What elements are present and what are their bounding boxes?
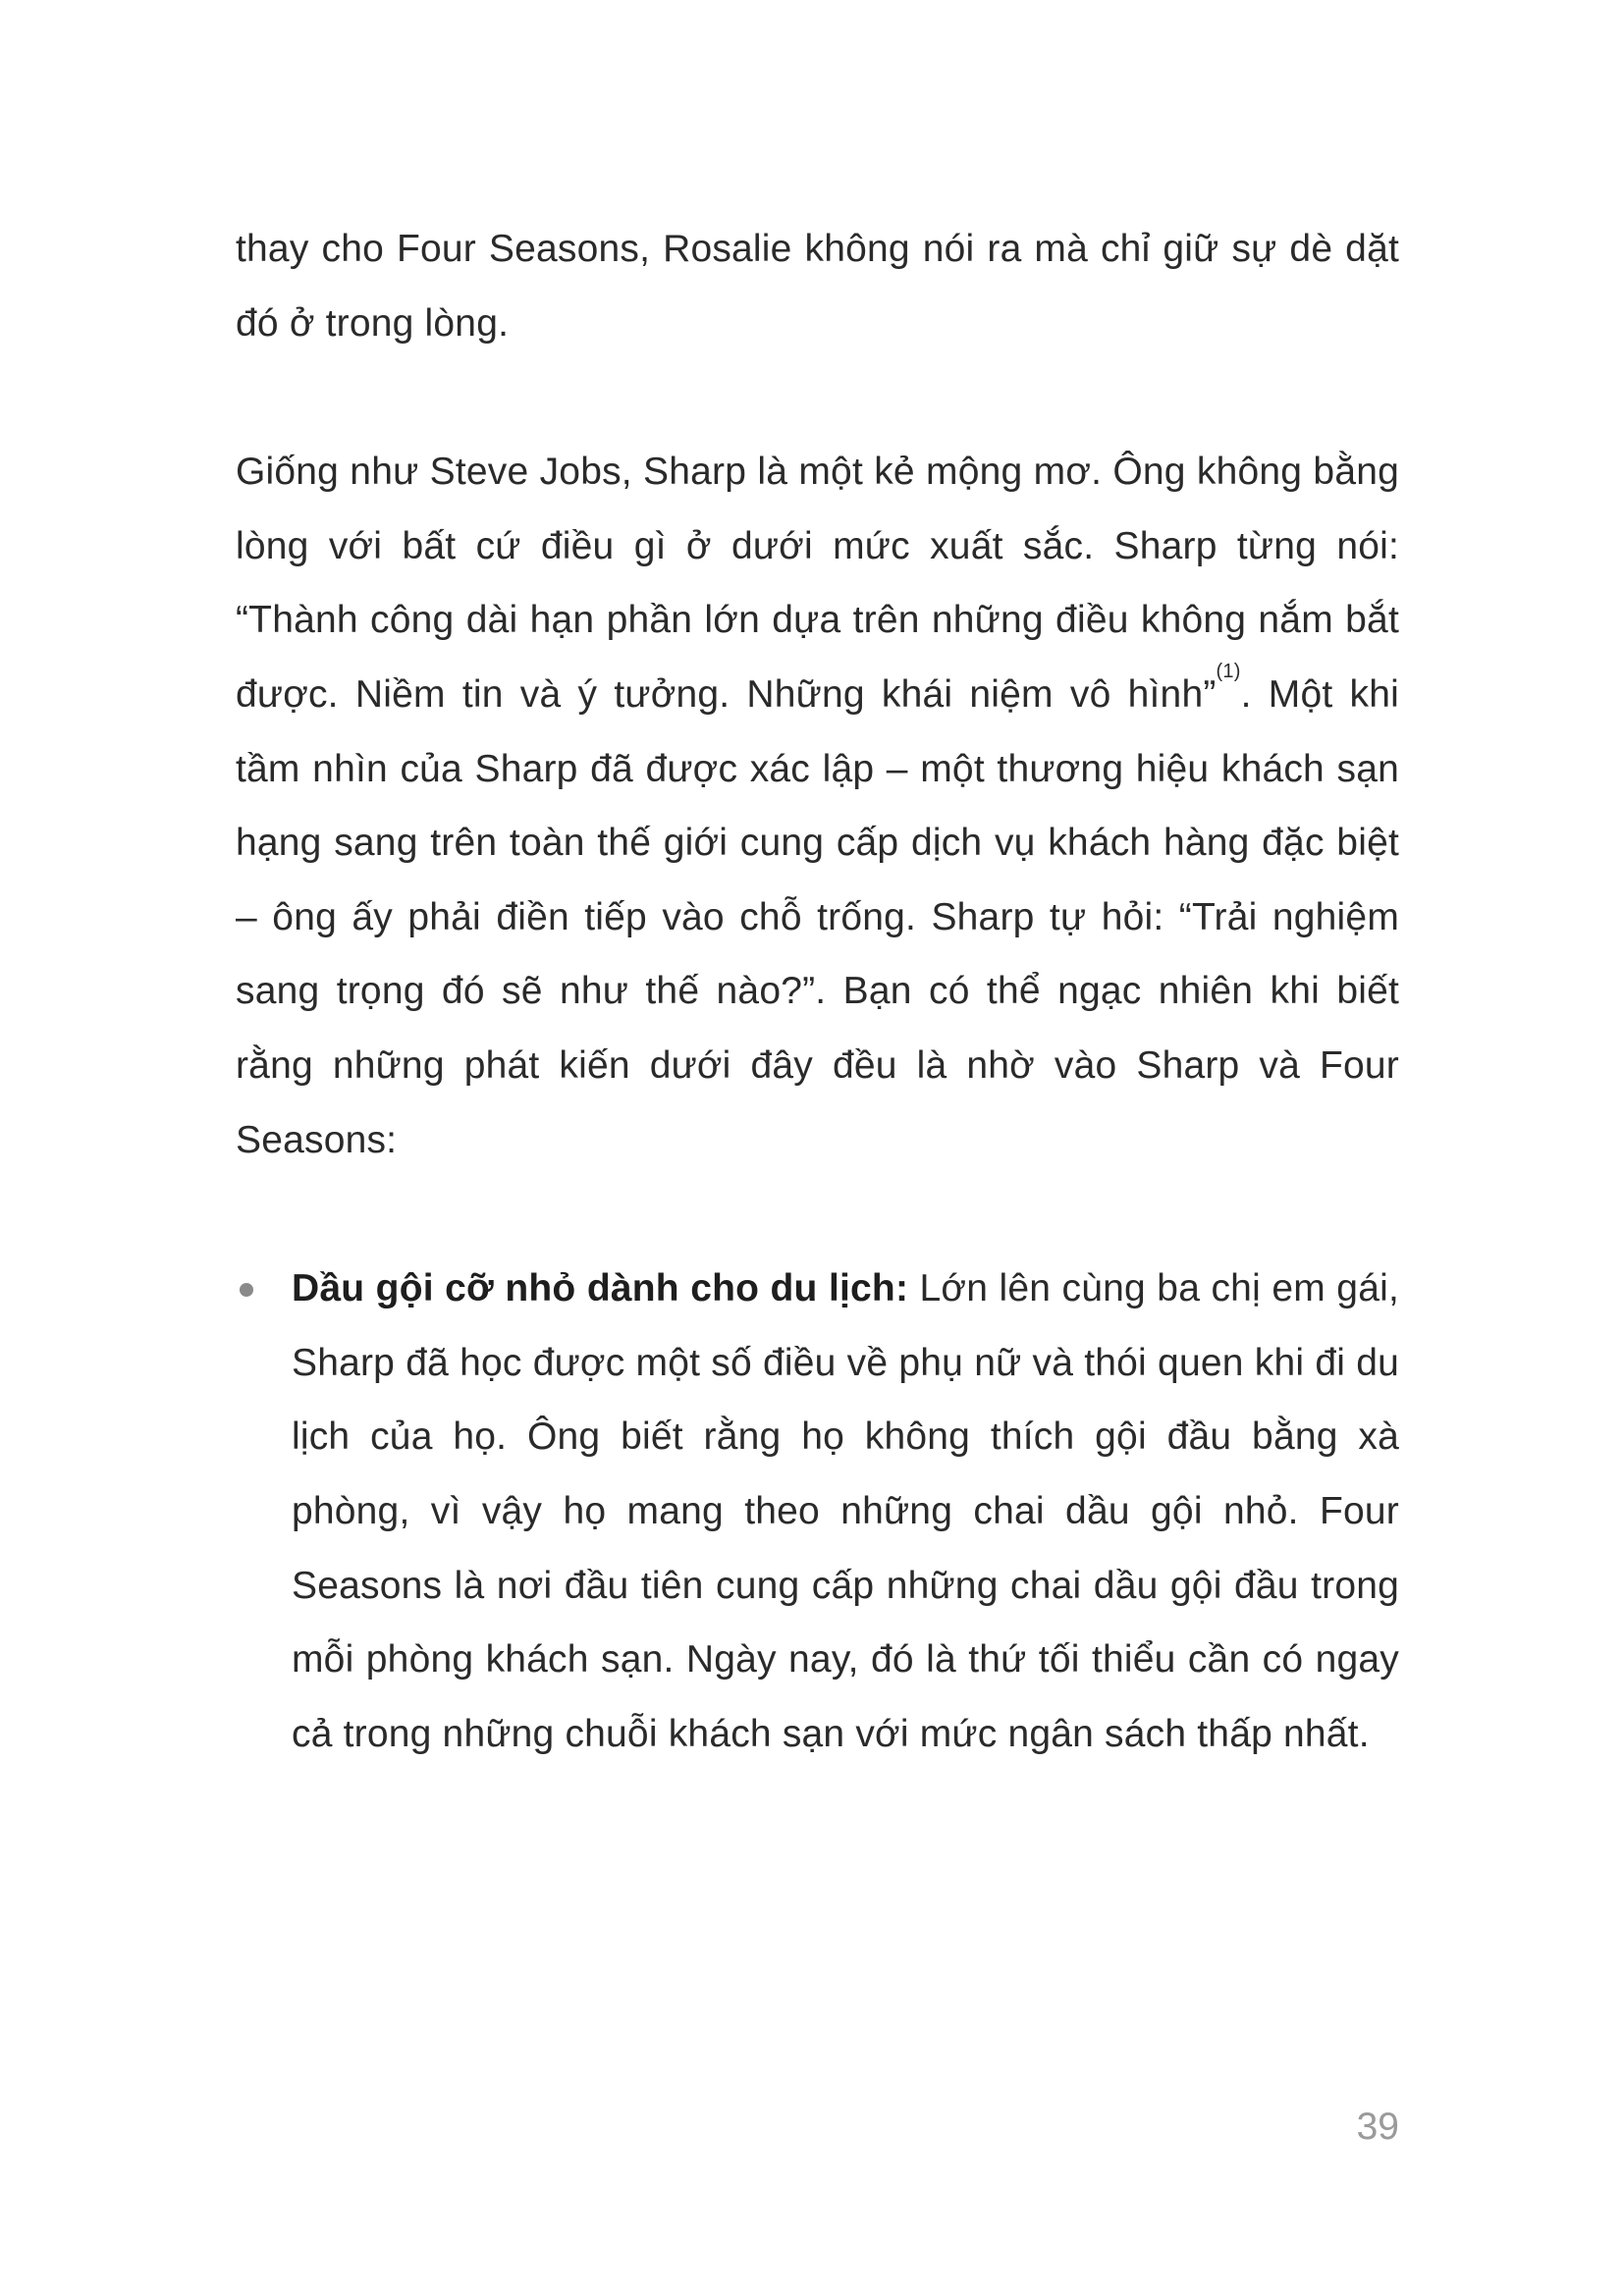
paragraph-text-after-footnote: . Một khi tầm nhìn của Sharp đã được xác lập – một thương hiệu khách sạn hạng sang trên toàn thế giới cung cấp dịch vụ khách hàng đặc biệt – ông ấy phải điền tiếp vào chỗ trống. Sharp tự hỏi: “Trải nghiệm sang trọng đó sẽ như thế nào?”. Bạn có thể ngạc nhiên khi biết rằng những phát kiến dưới đây đều là nhờ vào Sharp và Four Seasons: — [236, 672, 1399, 1161]
bullet-icon — [240, 1283, 253, 1297]
paragraph-text-before-footnote: Giống như Steve Jobs, Sharp là một kẻ mộng mơ. Ông không bằng lòng với bất cứ điều gì ở dưới mức xuất sắc. Sharp từng nói: “Thành công dài hạn phần lớn dựa trên những điều không nắm bắt được. Niềm tin và ý tưởng. Những khái niệm vô hình” — [236, 451, 1399, 716]
paragraph-text: thay cho Four Seasons, Rosalie không nói ra mà chỉ giữ sự dè dặt đó ở trong lòng. — [236, 228, 1399, 345]
paragraph-sharp-dreamer — [236, 435, 1399, 1177]
innovations-list — [236, 1252, 1399, 1771]
list-item — [236, 1252, 1399, 1771]
list-item-text: Lớn lên cùng ba chị em gái, Sharp đã học được một số điều về phụ nữ và thói quen khi đi du lịch của họ. Ông biết rằng họ không thích gội đầu bằng xà phòng, vì vậy họ mang theo những chai dầu gội nhỏ. Four Seasons là nơi đầu tiên cung cấp những chai dầu gội đầu trong mỗi phòng khách sạn. Ngày nay, đó là thứ tối thiểu cần có ngay cả trong những chuỗi khách sạn với mức ngân sách thấp nhất. — [292, 1267, 1399, 1755]
footnote-reference: (1) — [1216, 660, 1241, 682]
paragraph-continued — [236, 212, 1399, 360]
page-number: 39 — [1356, 2106, 1399, 2148]
list-item-title: Dầu gội cỡ nhỏ dành cho du lịch: — [292, 1267, 909, 1310]
page-content — [236, 212, 1399, 1771]
